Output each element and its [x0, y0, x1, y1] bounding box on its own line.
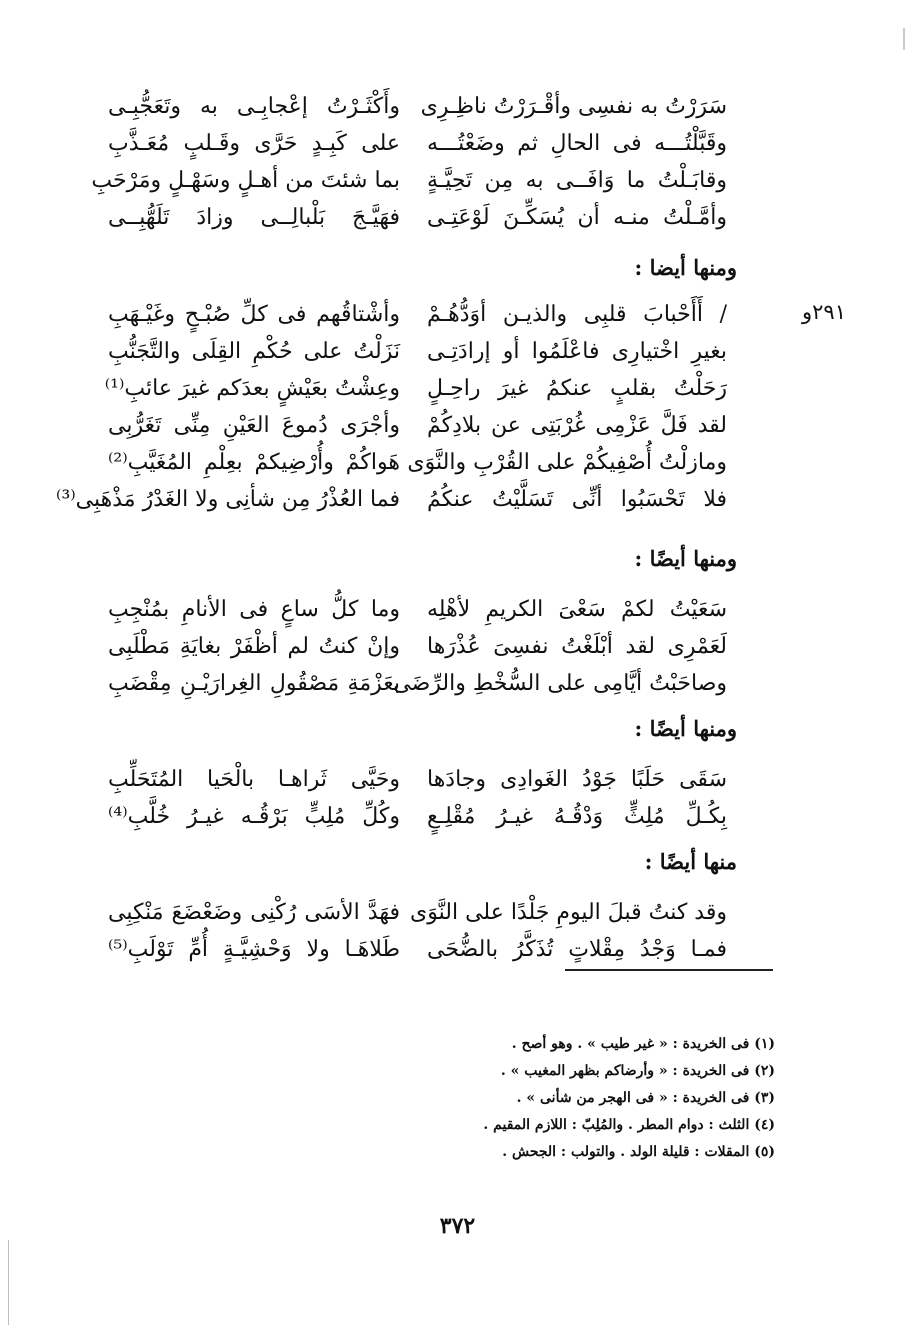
verse-first-half: فمـا وَجْدُ مِقْلاتٍ تُذَكَّرُ بالضُّحَى — [427, 937, 727, 962]
verse — [0, 411, 915, 448]
verse — [0, 669, 915, 706]
verse-second-half: وعِشْتُ بعَيْشٍ بعدَكم غيرَ عائبِ⁽¹⁾ — [104, 376, 400, 401]
verse-first-half: سَرَرْتُ به نفسِى وأقْـرَرْتُ ناظِـرِى — [420, 94, 727, 119]
verse-first-half: لقد فَلَّ عَزْمِى غُرْبَتِى عن بلادِكُمْ — [427, 413, 727, 438]
verse-second-half: وكُلِّ مُلِبٍّ بَرْقُـه غيـرُ خُلَّبِ⁽⁴⁾ — [108, 804, 400, 829]
section-intro: ومنها أيضًا : — [634, 546, 737, 571]
verse-second-half: وإنْ كنتُ لم أظْفَرْ بغايَةِ مَطْلَبِى — [108, 634, 400, 659]
verse-first-half: وصاحَبْتُ أيَّامِى على السُّخْطِ والرِّضَى — [393, 671, 727, 696]
verse — [0, 448, 915, 485]
verse — [0, 485, 915, 522]
verse-first-half: رَحَلْتُ بقلبٍ عنكمُ غيرَ راحِـلٍ — [427, 376, 727, 401]
page-number: ٣٧٢ — [439, 1213, 476, 1239]
verse-first-half: وقَبَّلْتُـــه فى الحالِ ثم وضَعْتُـــه — [427, 131, 727, 156]
manuscript-folio-marker: ٢٩١و — [802, 300, 846, 324]
section-intro: ومنها أيضا : — [634, 255, 737, 280]
verse-second-half: وحَيَّى ثَراهـا بالْحَيا المُتَحَلِّبِ — [108, 767, 400, 792]
verse-second-half: نَزَلْتُ على حُكْمِ القِلَى والتَّجَنُّبِ — [108, 339, 400, 364]
verse-second-half: فهَيَّـجَ بَلْبالِــى وزادَ تَلَهُّبِــى — [108, 205, 400, 230]
verse — [0, 300, 915, 337]
verse — [0, 802, 915, 839]
verse-first-half: وقابَـلْتُ ما وَافَــى به مِن تَحِيَّـةٍ — [427, 168, 727, 193]
verse-first-half: لَعَمْرِى لقد أبْلَغْتُ نفسِىَ عُذْرَها — [427, 634, 727, 659]
verse-second-half: وأشْتاقُهم فى كلِّ صُبْـحٍ وغَيْـهَبِ — [108, 302, 400, 327]
verse-second-half: هَواكُمْ وأُرْضِيكمْ بعِلْمِ المُغَيَّبِ⁽²⁾ — [108, 450, 400, 475]
stanza-2 — [0, 300, 915, 522]
verse-first-half: سَعَيْتُ لكمْ سَعْىَ الكريمِ لأهْلِه — [427, 597, 727, 622]
verse — [0, 898, 915, 935]
stanza-3 — [0, 595, 915, 706]
verse-second-half: وأَكْثَـرْتُ إعْجابِـى به وتَعَجُّبِـى — [108, 94, 400, 119]
scan-edge-line — [8, 1240, 9, 1325]
verse — [0, 595, 915, 632]
verse — [0, 92, 915, 129]
verse — [0, 632, 915, 669]
footnote: (٣) فى الخريدة : « فى الهجر من شأنى » . — [516, 1090, 775, 1106]
verse-first-half: بغيرِ اخْتيارِى فاعْلَمُوا أو إرادَتِـى — [427, 339, 727, 364]
footnote: (١) فى الخريدة : « غير طيب » . وهو أصح . — [511, 1036, 775, 1052]
verse-second-half: فهَدَّ الأسَى رُكْنِى وضَعْضَعَ مَنْكِبِى — [108, 900, 400, 925]
stanza-5 — [0, 898, 915, 972]
verse — [0, 374, 915, 411]
verse-first-half: وقد كنتُ قبلَ اليومِ جَلْدًا على النَّوَى — [410, 900, 727, 925]
verse-first-half: / أَأَحْبابَ قلبِى والذيـن أوَدُّهُـمْ — [427, 302, 727, 327]
verse-first-half: فلا تَحْسَبُوا أنِّى تَسَلَّيْتُ عنكُمُ — [427, 487, 727, 512]
verse-second-half: وأجْرَى دُموعَ العَيْنِ مِنِّى تَغَرُّبِى — [108, 413, 400, 438]
footnotes — [483, 1034, 775, 1169]
verse-second-half: طَلاهَـا ولا وَحْشِيَّـةٍ أُمِّ تَوْلَبِ⁽⁵⁾ — [108, 937, 400, 962]
verse-first-half: سَقَى حَلَبًا جَوْدُ الغَوادِى وجادَها — [427, 767, 727, 792]
footnote: (٤) الثلث : دوام المطر . والمُلِبّ : اللازم المقيم . — [483, 1117, 775, 1133]
verse — [0, 203, 915, 240]
verse — [0, 166, 915, 203]
verse-first-half: ومازلْتُ أُصْفِيكُمْ على القُرْبِ والنَّوَى — [407, 450, 727, 475]
verse — [0, 935, 915, 972]
verse-second-half: بما شئتَ من أهـلٍ وسَهْـلٍ ومَرْحَبِ — [91, 168, 400, 193]
verse — [0, 337, 915, 374]
stanza-4 — [0, 765, 915, 839]
scan-edge-mark — [903, 28, 905, 50]
verse-second-half: على كَبِـدٍ حَرَّى وقَـلبٍ مُعَـذَّبِ — [108, 131, 400, 156]
footnote: (٥) المقلات : قليلة الولد . والتولب : الجحش . — [502, 1144, 775, 1160]
section-intro: منها أيضًا : — [644, 849, 737, 874]
verse-second-half: وما كلُّ ساعٍ فى الأنامِ بمُنْجِبِ — [108, 597, 400, 622]
verse-first-half: بِكُـلِّ مُلِثٍّ وَدْقُـهُ غيـرُ مُقْلِـعٍ — [427, 804, 727, 829]
stanza-1 — [0, 92, 915, 240]
verse-first-half: وأمَّـلْتُ منـه أن يُسَكِّـنَ لَوْعَتِـى — [427, 205, 727, 230]
footnote: (٢) فى الخريدة : « وأرضاكم بظهر المغيب » . — [500, 1063, 775, 1079]
verse-second-half: بعَزْمَةِ مَصْقُولِ الغِرارَيْـنِ مِقْضَبِ — [108, 671, 400, 696]
verse — [0, 129, 915, 166]
section-intro: ومنها أيضًا : — [634, 716, 737, 741]
verse-second-half: فما العُذْرُ مِن شأنِى ولا الغَدْرُ مَذْهَبِى⁽³⁾ — [56, 487, 400, 512]
footnote-separator — [565, 969, 773, 971]
verse — [0, 765, 915, 802]
